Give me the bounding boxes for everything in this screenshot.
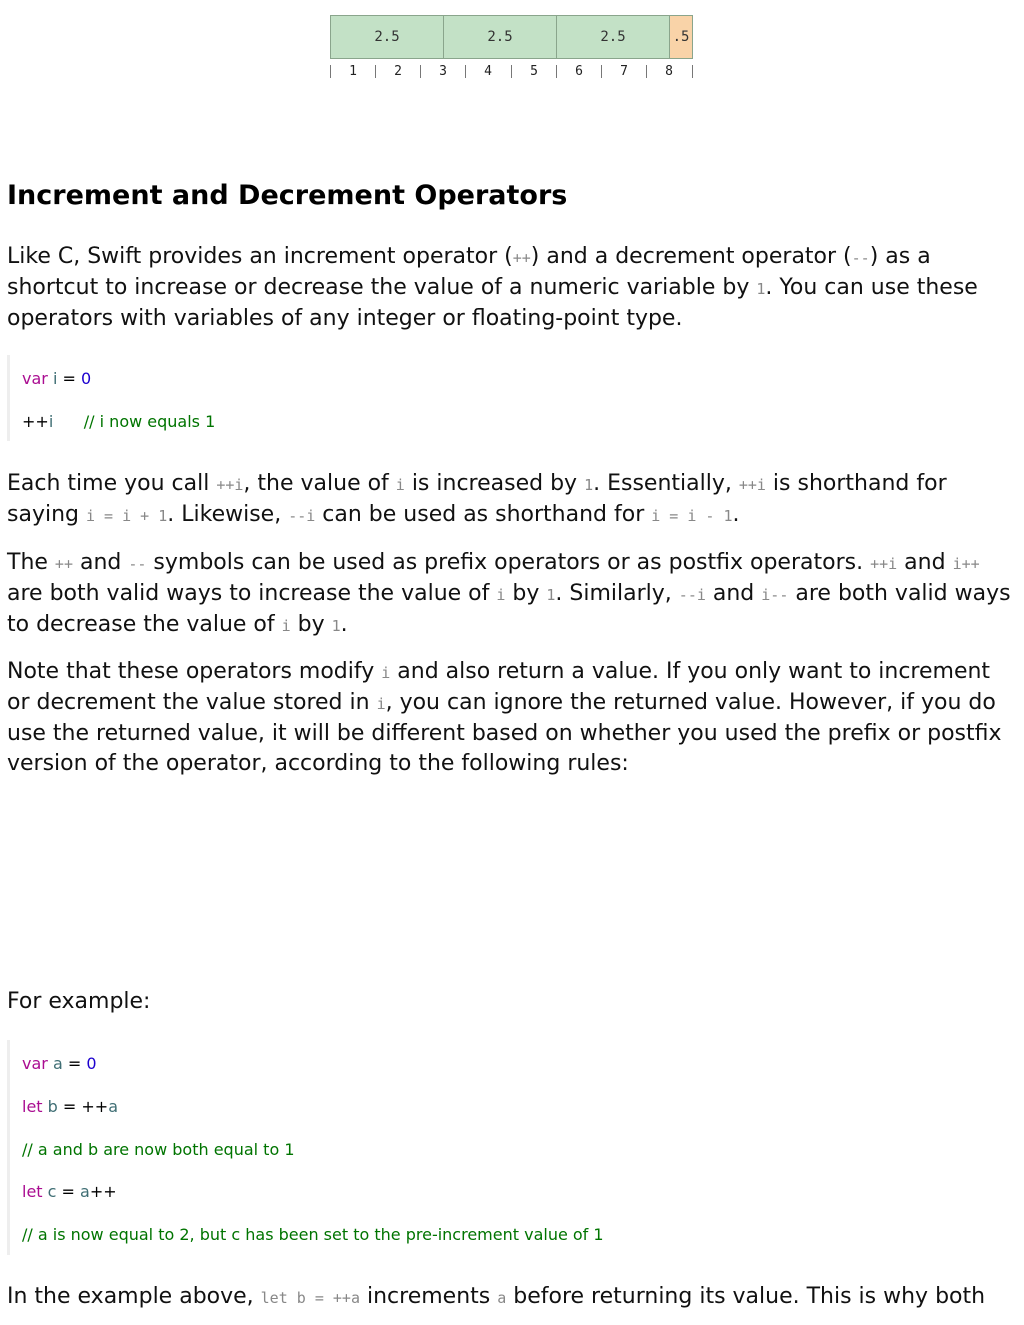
ruler-tick	[556, 65, 557, 78]
ruler-tick	[646, 65, 647, 78]
inline-code: 1	[756, 280, 766, 298]
example-intro: For example:	[7, 989, 151, 1014]
ruler-label: 6	[575, 64, 583, 79]
code-line: let b = ++a	[22, 1097, 119, 1116]
ruler-label: 2	[394, 64, 402, 79]
ruler-tick	[601, 65, 602, 78]
code-line: ++i // i now equals 1	[22, 412, 216, 431]
paragraph-2: Each time you call ++i, the value of i is increased by 1. Essentially, ++i is shorthand for saying i = i + 1. Likewise, --i can be used as shorthand for i = i - 1.	[7, 471, 947, 527]
ruler	[330, 64, 694, 82]
block-full-1: 2.5	[331, 16, 444, 58]
block-full-3: 2.5	[557, 16, 670, 58]
code-line: // a is now equal to 2, but c has been set to the pre-increment value of 1	[22, 1225, 604, 1244]
ruler-label: 5	[530, 64, 538, 79]
code-block-2	[7, 1040, 604, 1255]
ruler-label: 1	[349, 64, 357, 79]
ruler-tick	[692, 65, 693, 78]
ruler-tick	[375, 65, 376, 78]
paragraph-3: The ++ and -- symbols can be used as prefix operators or as postfix operators. ++i and i++ are both valid ways to increase the value of i by 1. Similarly, --i and i-- are both valid ways to decrease the value of i by 1.	[7, 550, 1011, 637]
code-line: var a = 0	[22, 1054, 97, 1073]
inline-code: ++	[512, 249, 531, 267]
ruler-label: 4	[484, 64, 492, 79]
ruler-tick	[420, 65, 421, 78]
code-block-1	[7, 355, 216, 441]
block-partial: .5	[670, 16, 692, 58]
ruler-label: 7	[620, 64, 628, 79]
ruler-tick	[511, 65, 512, 78]
intro-paragraph: Like C, Swift provides an increment operator (++) and a decrement operator (--) as a shortcut to increase or decrease the value of a numeric variable by 1. You can use these operators with variables of any integer or floating-point type.	[7, 244, 978, 331]
block-full-2: 2.5	[444, 16, 557, 58]
ruler-tick	[330, 65, 331, 78]
storage-diagram	[330, 15, 694, 85]
block-bar	[330, 15, 693, 59]
inline-code: --	[851, 249, 870, 267]
code-line: var i = 0	[22, 369, 92, 388]
code-line: let c = a++	[22, 1182, 117, 1201]
paragraph-6: In the example above, let b = ++a increments a before returning its value. This is why both	[7, 1284, 986, 1309]
ruler-tick	[465, 65, 466, 78]
section-heading: Increment and Decrement Operators	[7, 180, 568, 211]
code-line: // a and b are now both equal to 1	[22, 1140, 295, 1159]
ruler-label: 8	[665, 64, 673, 79]
paragraph-4: Note that these operators modify i and also return a value. If you only want to increment or decrement the value stored in i, you can ignore the returned value. However, if you do use the returned value, it will be different based on whether you used the prefix or postfix version of the operator, according to the following rules:	[7, 659, 1002, 776]
ruler-label: 3	[439, 64, 447, 79]
